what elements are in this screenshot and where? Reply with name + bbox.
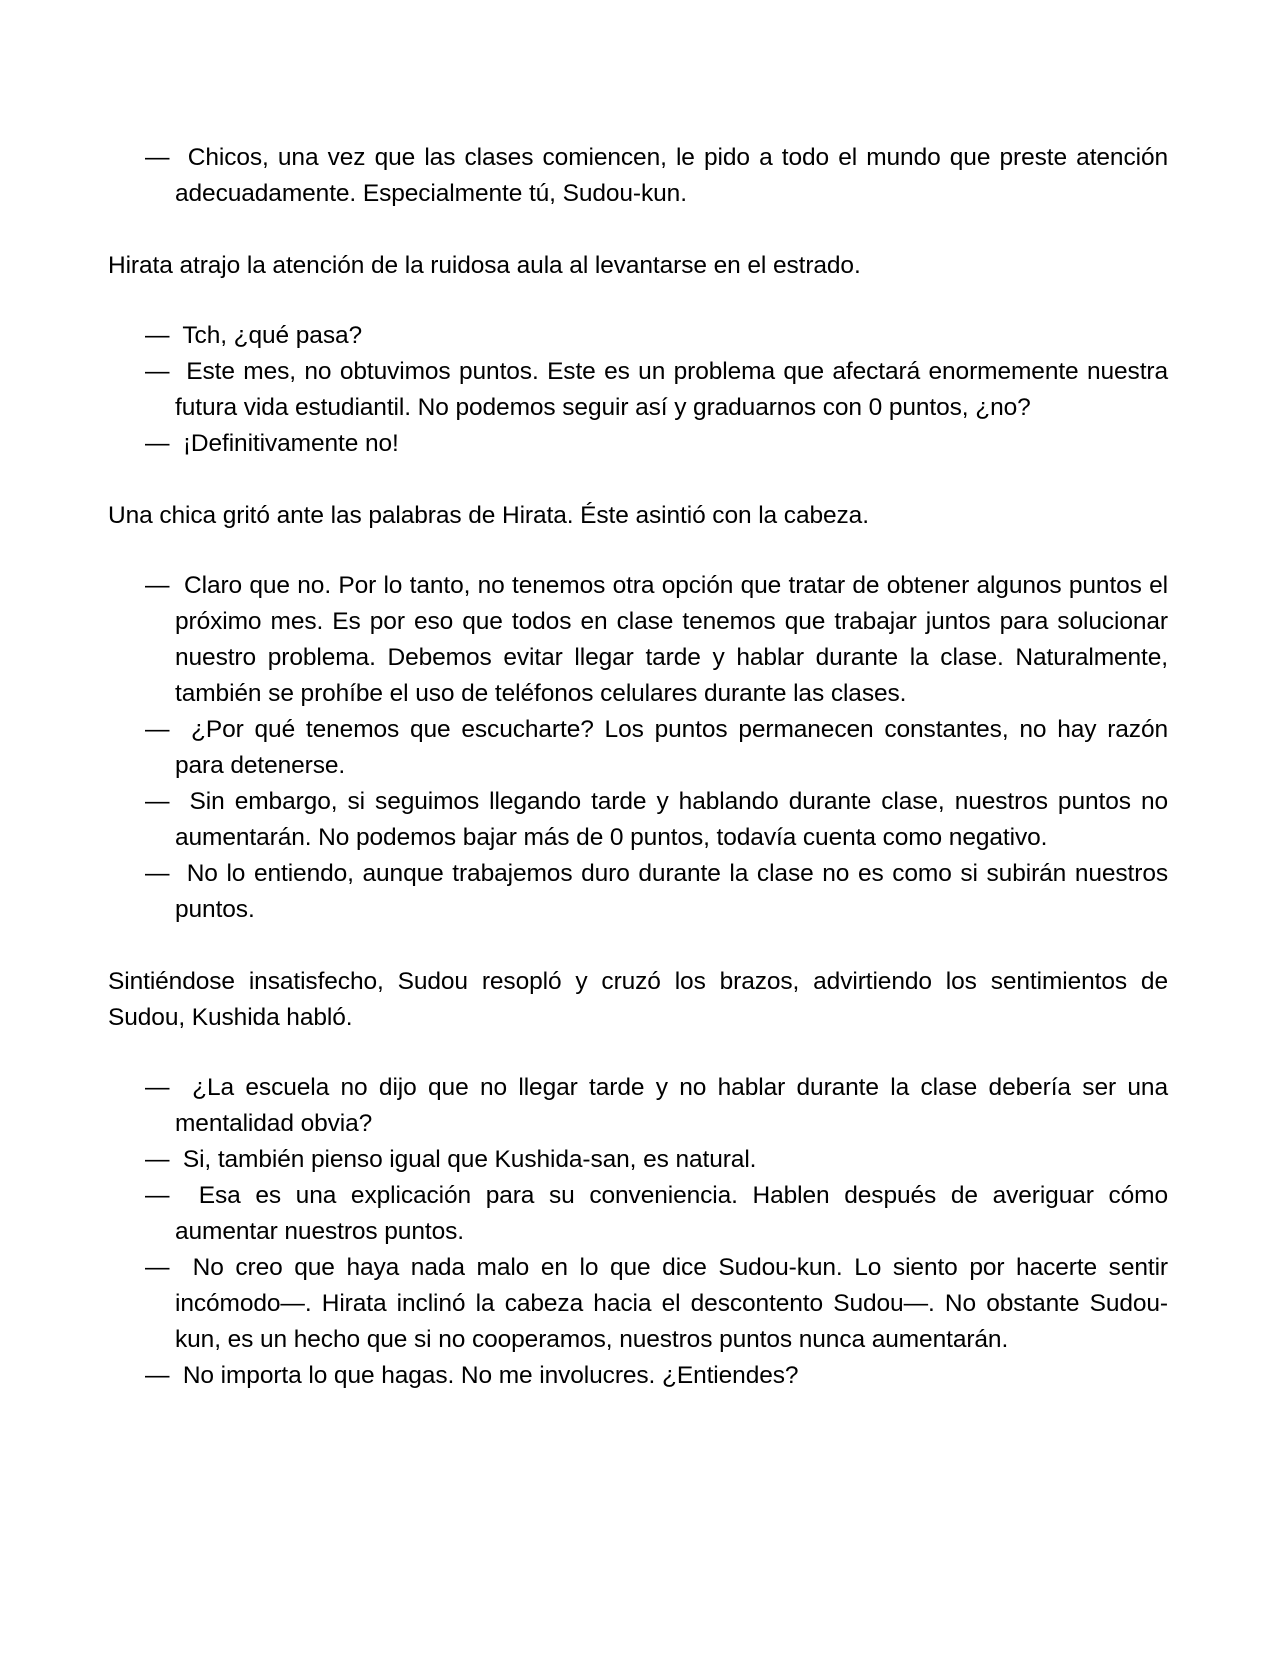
em-dash-marker: — [145, 860, 170, 887]
dialogue-group-4 [108, 1070, 1168, 1394]
em-dash-marker: — [145, 1182, 170, 1209]
dialogue-line [145, 318, 1168, 354]
dialogue-text: Claro que no. Por lo tanto, no tenemos otra opción que tratar de obtener algunos puntos el próximo mes. Es por eso que todos en clase tenemos que trabajar juntos para solucionar nuestro problema. Debemos evitar llegar tarde y hablar durante la clase. Naturalmente, también se prohíbe el uso de teléfonos celulares durante las clases. [175, 572, 1169, 707]
dialogue-line [145, 712, 1168, 784]
block-spacer [108, 1036, 1168, 1070]
dash-spacer [169, 572, 184, 599]
dialogue-text: No lo entiendo, aunque trabajemos duro durante la clase no es como si subirán nuestros puntos. [175, 860, 1168, 923]
dash-spacer [169, 1182, 198, 1209]
dialogue-text: ¡Definitivamente no! [182, 430, 399, 457]
dialogue-line [145, 1250, 1168, 1358]
dialogue-text: Tch, ¿qué pasa? [182, 322, 363, 349]
dash-spacer [169, 322, 182, 349]
block-spacer [108, 928, 1168, 964]
narration-paragraph: Una chica gritó ante las palabras de Hirata. Éste asintió con la cabeza. [108, 502, 869, 529]
em-dash-marker: — [145, 1074, 170, 1101]
dialogue-line [145, 426, 1168, 462]
em-dash-marker: — [145, 1254, 170, 1281]
dialogue-text: Esa es una explicación para su conveniencia. Hablen después de averiguar cómo aumentar nuestros puntos. [175, 1182, 1168, 1245]
em-dash-marker: — [145, 358, 170, 385]
dialogue-group-3 [108, 568, 1168, 928]
dash-spacer [169, 358, 186, 385]
dialogue-text: No importa lo que hagas. No me involucres. ¿Entiendes? [182, 1362, 799, 1389]
dash-spacer [169, 144, 187, 171]
dialogue-text: No creo que haya nada malo en lo que dice Sudou-kun. Lo siento por hacerte sentir incómodo—. Hirata inclinó la cabeza hacia el descontento Sudou—. No obstante Sudou-kun, es un hecho que si no cooperamos, nuestros puntos nunca aumentarán. [175, 1254, 1168, 1353]
dialogue-line [145, 856, 1168, 928]
block-spacer [108, 462, 1168, 498]
dialogue-line [145, 1142, 1168, 1178]
em-dash-marker: — [145, 144, 170, 171]
dialogue-line [145, 568, 1168, 712]
dialogue-text: ¿Por qué tenemos que escucharte? Los puntos permanecen constantes, no hay razón para detenerse. [175, 716, 1168, 779]
em-dash-marker: — [145, 788, 170, 815]
dash-spacer [169, 1146, 182, 1173]
narration-paragraph: Hirata atrajo la atención de la ruidosa aula al levantarse en el estrado. [108, 252, 861, 279]
dialogue-line [145, 140, 1168, 212]
block-spacer [108, 212, 1168, 248]
dash-spacer [169, 788, 189, 815]
dash-spacer [169, 1254, 192, 1281]
em-dash-marker: — [145, 1362, 170, 1389]
dialogue-group-2 [108, 318, 1168, 462]
dialogue-text: Este mes, no obtuvimos puntos. Este es un problema que afectará enormemente nuestra futura vida estudiantil. No podemos seguir así y graduarnos con 0 puntos, ¿no? [175, 358, 1168, 421]
block-spacer [108, 284, 1168, 318]
dialogue-text: Chicos, una vez que las clases comiencen, le pido a todo el mundo que preste atención adecuadamente. Especialmente tú, Sudou-kun. [175, 144, 1168, 207]
dash-spacer [169, 1074, 192, 1101]
dialogue-line [145, 1178, 1168, 1250]
em-dash-marker: — [145, 322, 170, 349]
dialogue-line [145, 784, 1168, 856]
dialogue-line [145, 1070, 1168, 1142]
em-dash-marker: — [145, 1146, 170, 1173]
dialogue-line [145, 354, 1168, 426]
em-dash-marker: — [145, 572, 170, 599]
dialogue-text: Sin embargo, si seguimos llegando tarde y hablando durante clase, nuestros puntos no aumentarán. No podemos bajar más de 0 puntos, todavía cuenta como negativo. [175, 788, 1168, 851]
em-dash-marker: — [145, 430, 170, 457]
dash-spacer [169, 860, 186, 887]
dialogue-text: Si, también pienso igual que Kushida-san, es natural. [182, 1146, 757, 1173]
dash-spacer [169, 716, 191, 743]
em-dash-marker: — [145, 716, 170, 743]
dialogue-group-1 [108, 140, 1168, 212]
narration-paragraph: Sintiéndose insatisfecho, Sudou resopló y cruzó los brazos, advirtiendo los sentimientos de Sudou, Kushida habló. [108, 968, 1168, 1031]
dash-spacer [169, 1362, 182, 1389]
dash-spacer [169, 430, 182, 457]
dialogue-line [145, 1358, 1168, 1394]
dialogue-text: ¿La escuela no dijo que no llegar tarde y no hablar durante la clase debería ser una mentalidad obvia? [175, 1074, 1168, 1137]
block-spacer [108, 534, 1168, 568]
